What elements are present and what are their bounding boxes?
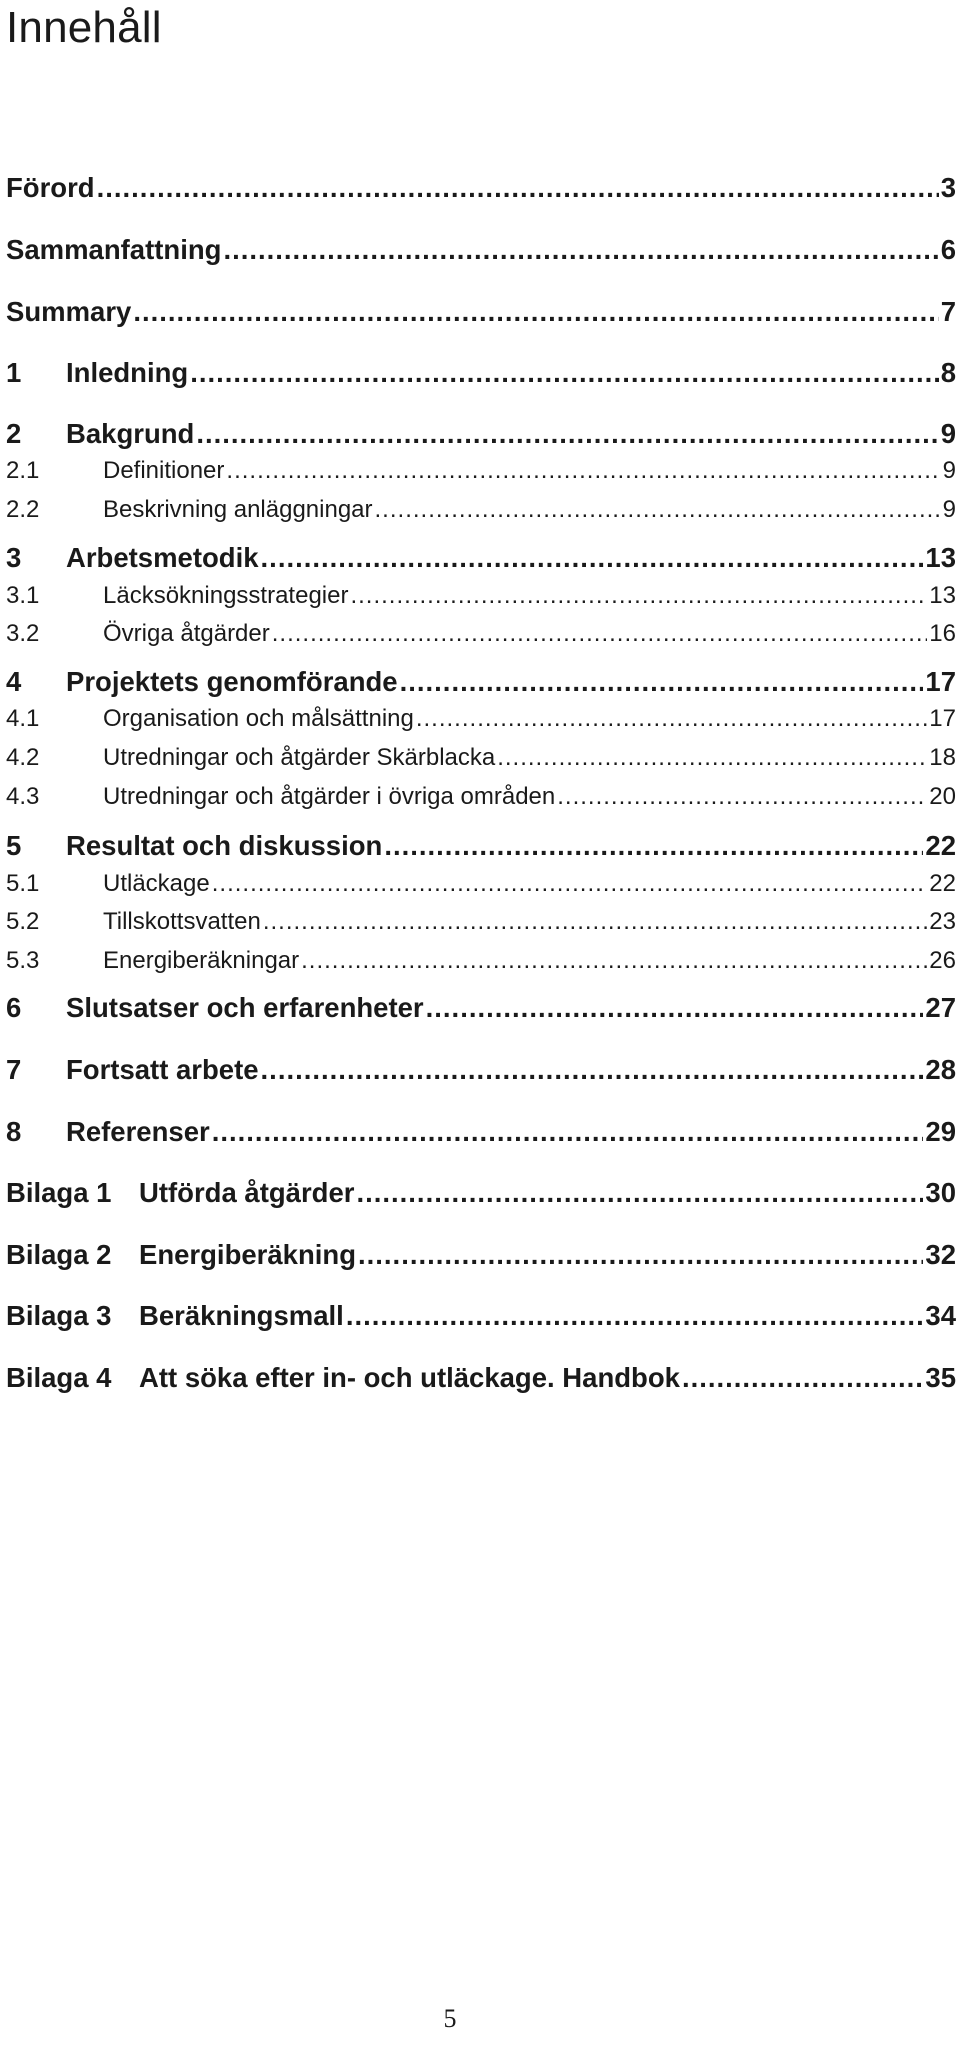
toc-entry-number: 2.1 (6, 457, 40, 484)
toc-entry-page: 9 (942, 496, 956, 523)
toc-entry-label: Resultat och diskussion (66, 830, 383, 861)
toc-entry-4[interactable] (6, 664, 956, 700)
toc-entry-label: Definitioner (103, 457, 225, 484)
toc-dot-leader (272, 618, 928, 650)
toc-entry-bilaga-2[interactable] (6, 1237, 956, 1273)
toc-dot-leader (301, 945, 927, 977)
toc-entry-label: Läcksökningsstrategier (103, 582, 349, 609)
toc-dot-leader (416, 703, 927, 735)
toc-entry-page: 23 (929, 908, 956, 935)
toc-entry-number: 4 (6, 666, 22, 697)
toc-entry-8[interactable] (6, 1114, 956, 1150)
toc-entry-page: 3 (940, 172, 956, 203)
toc-entry-number: 6 (6, 992, 22, 1023)
toc-entry-label: Utredningar och åtgärder Skärblacka (103, 744, 496, 771)
toc-entry-3[interactable] (6, 540, 956, 576)
toc-entry-page: 18 (929, 744, 956, 771)
toc-dot-leader (426, 990, 924, 1026)
toc-entry-label: Sammanfattning (6, 234, 222, 265)
toc-entry-5-1[interactable] (6, 868, 956, 900)
toc-entry-label: Energiberäkningar (103, 947, 300, 974)
toc-entry-page: 34 (925, 1300, 956, 1331)
toc-entry-number: 3.1 (6, 582, 40, 609)
toc-dot-leader (350, 580, 927, 612)
toc-entry-page: 27 (925, 992, 956, 1023)
toc-entry-number: 3.2 (6, 620, 40, 647)
toc-entry-page: 9 (942, 457, 956, 484)
toc-entry-number: 4.1 (6, 705, 40, 732)
toc-dot-leader (261, 540, 924, 576)
toc-entry-label: Förord (6, 172, 95, 203)
toc-entry-page: 22 (929, 870, 956, 897)
toc-dot-leader (346, 1298, 924, 1334)
toc-entry-2-1[interactable] (6, 455, 956, 487)
toc-entry-label: Utförda åtgärder (139, 1177, 355, 1208)
toc-dot-leader (196, 416, 938, 452)
toc-entry-number: 8 (6, 1116, 22, 1147)
toc-entry-number: 5.3 (6, 947, 40, 974)
toc-entry-forord[interactable] (6, 170, 956, 206)
toc-entry-page: 22 (925, 830, 956, 861)
toc-entry-6[interactable] (6, 990, 956, 1026)
toc-dot-leader (223, 232, 938, 268)
toc-entry-number: 1 (6, 357, 22, 388)
toc-entry-label: Arbetsmetodik (66, 542, 259, 573)
toc-entry-2-2[interactable] (6, 494, 956, 526)
toc-entry-label: Inledning (66, 357, 189, 388)
toc-dot-leader (226, 455, 940, 487)
toc-entry-4-1[interactable] (6, 703, 956, 735)
toc-entry-number: Bilaga 1 (6, 1177, 112, 1208)
toc-entry-label: Att söka efter in- och utläckage. Handbok (139, 1362, 680, 1393)
toc-entry-number: Bilaga 2 (6, 1239, 112, 1270)
toc-entry-1[interactable] (6, 355, 956, 391)
toc-entry-label: Tillskottsvatten (103, 908, 261, 935)
toc-entry-page: 17 (929, 705, 956, 732)
toc-entry-label: Beräkningsmall (139, 1300, 344, 1331)
toc-entry-bilaga-4[interactable] (6, 1360, 956, 1396)
toc-entry-number: 7 (6, 1054, 22, 1085)
toc-entry-number: Bilaga 4 (6, 1362, 112, 1393)
toc-entry-page: 13 (929, 582, 956, 609)
toc-entry-page: 13 (925, 542, 956, 573)
toc-dot-leader (261, 1052, 924, 1088)
toc-entry-label: Beskrivning anläggningar (103, 496, 373, 523)
toc-entry-3-1[interactable] (6, 580, 956, 612)
toc-entry-page: 17 (925, 666, 956, 697)
toc-entry-bilaga-3[interactable] (6, 1298, 956, 1334)
toc-entry-page: 35 (925, 1362, 956, 1393)
toc-entry-number: 5.2 (6, 908, 40, 935)
page-number: 5 (443, 2004, 457, 2033)
toc-entry-page: 8 (940, 357, 956, 388)
toc-entry-summary[interactable] (6, 294, 956, 330)
toc-entry-label: Projektets genomförande (66, 666, 398, 697)
toc-entry-number: 4.3 (6, 783, 40, 810)
toc-entry-sammanfattning[interactable] (6, 232, 956, 268)
toc-dot-leader (358, 1237, 923, 1273)
toc-dot-leader (384, 828, 923, 864)
toc-dot-leader (212, 1114, 924, 1150)
toc-entry-page: 30 (925, 1177, 956, 1208)
page-title: Innehåll (6, 3, 162, 52)
toc-dot-leader (212, 868, 928, 900)
toc-entry-page: 20 (929, 783, 956, 810)
toc-entry-page: 29 (925, 1116, 956, 1147)
toc-entry-page: 7 (940, 296, 956, 327)
toc-entry-label: Slutsatser och erfarenheter (66, 992, 424, 1023)
toc-entry-7[interactable] (6, 1052, 956, 1088)
toc-dot-leader (97, 170, 939, 206)
toc-entry-page: 32 (925, 1239, 956, 1270)
toc-dot-leader (356, 1175, 923, 1211)
toc-entry-5[interactable] (6, 828, 956, 864)
toc-dot-leader (682, 1360, 923, 1396)
toc-entry-2[interactable] (6, 416, 956, 452)
toc-dot-leader (190, 355, 938, 391)
toc-entry-label: Summary (6, 296, 132, 327)
toc-entry-number: 2.2 (6, 496, 40, 523)
toc-entry-label: Energiberäkning (139, 1239, 356, 1270)
toc-entry-page: 28 (925, 1054, 956, 1085)
toc-entry-3-2[interactable] (6, 618, 956, 650)
toc-entry-label: Utredningar och åtgärder i övriga områden (103, 783, 556, 810)
toc-entry-4-2[interactable] (6, 742, 956, 774)
toc-entry-label: Utläckage (103, 870, 210, 897)
toc-dot-leader (133, 294, 938, 330)
toc-entry-page: 16 (929, 620, 956, 647)
toc-entry-4-3[interactable] (6, 781, 956, 813)
toc-entry-number: 5.1 (6, 870, 40, 897)
toc-entry-5-2[interactable] (6, 906, 956, 938)
toc-entry-number: 4.2 (6, 744, 40, 771)
toc-dot-leader (497, 742, 927, 774)
toc-entry-number: 5 (6, 830, 22, 861)
toc-entry-label: Bakgrund (66, 418, 195, 449)
toc-entry-label: Referenser (66, 1116, 210, 1147)
toc-entry-label: Organisation och målsättning (103, 705, 414, 732)
toc-entry-page: 9 (940, 418, 956, 449)
toc-dot-leader (375, 494, 941, 526)
toc-entry-number: 2 (6, 418, 22, 449)
toc-entry-label: Fortsatt arbete (66, 1054, 259, 1085)
toc-entry-page: 26 (929, 947, 956, 974)
toc-entry-5-3[interactable] (6, 945, 956, 977)
toc-entry-number: Bilaga 3 (6, 1300, 112, 1331)
toc-dot-leader (263, 906, 927, 938)
toc-entry-label: Övriga åtgärder (103, 620, 270, 647)
toc-dot-leader (557, 781, 927, 813)
toc-entry-bilaga-1[interactable] (6, 1175, 956, 1211)
toc-dot-leader (400, 664, 924, 700)
toc-entry-page: 6 (940, 234, 956, 265)
toc-entry-number: 3 (6, 542, 22, 573)
